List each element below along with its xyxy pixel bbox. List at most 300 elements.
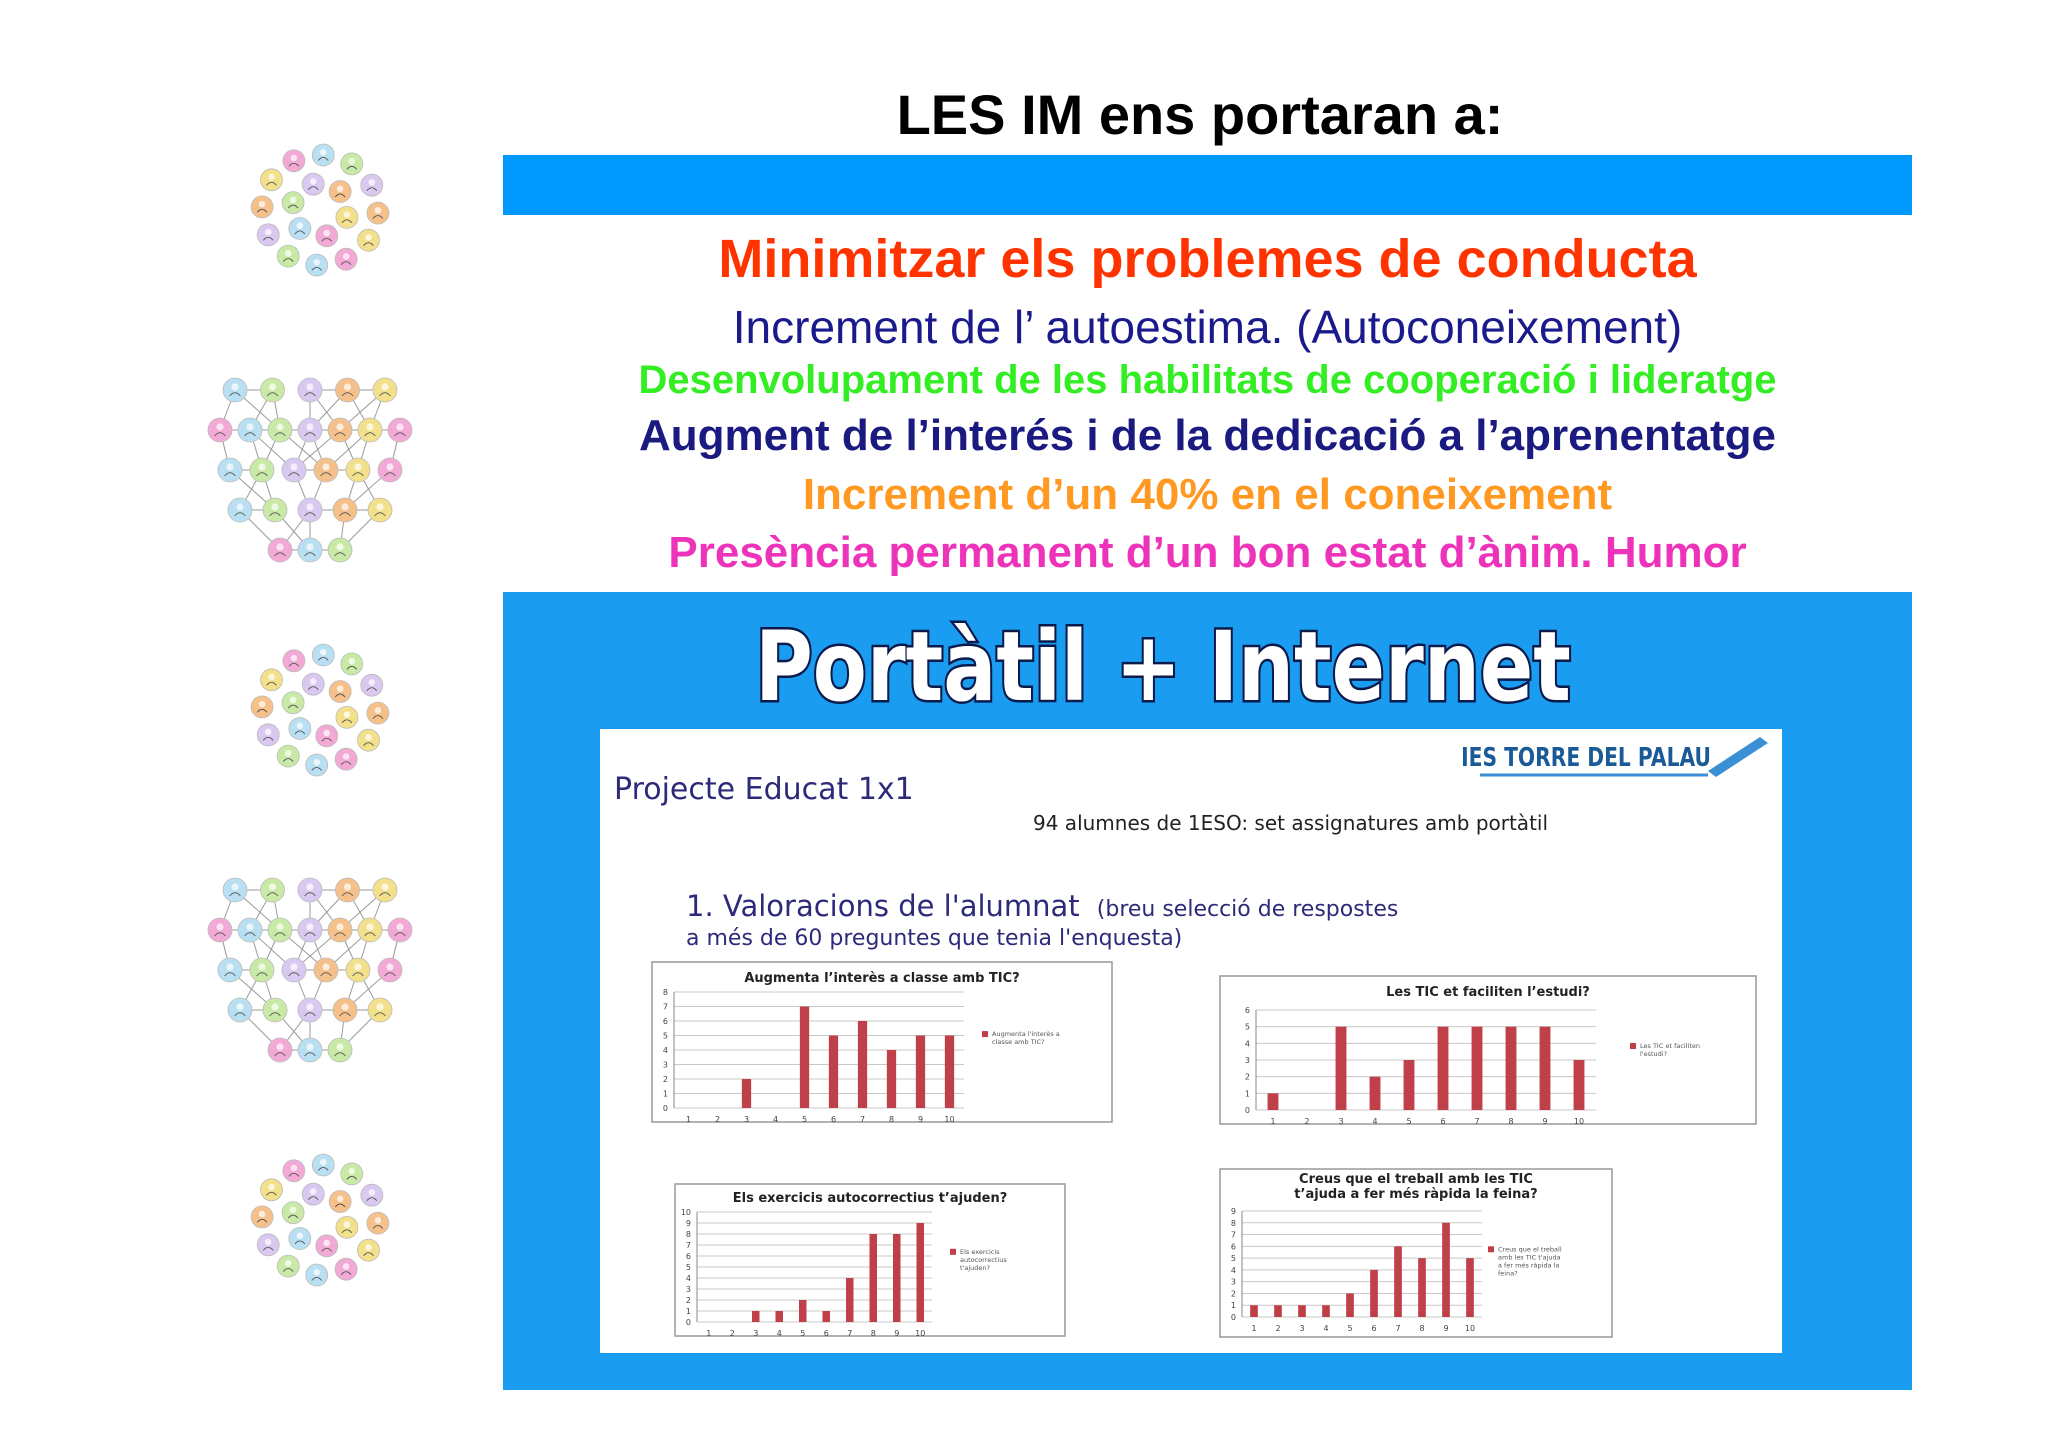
person-head-icon: [366, 423, 373, 430]
cluster-person: [316, 225, 338, 247]
person-head-icon: [306, 1003, 313, 1010]
chart-4-ytick-label: 6: [1230, 1242, 1236, 1252]
cluster-person: [358, 729, 380, 751]
network-person: [228, 998, 252, 1022]
person-head-icon: [336, 543, 343, 550]
pen-icon: [1708, 737, 1768, 777]
person-head-icon: [337, 685, 344, 692]
person-head-icon: [320, 649, 327, 656]
cluster-person: [283, 650, 305, 672]
cluster-person: [358, 1239, 380, 1261]
person-head-icon: [386, 463, 393, 470]
person-head-icon: [236, 1003, 243, 1010]
network-person: [328, 918, 352, 942]
network-person: [298, 1038, 322, 1062]
chart-4-legend-line: a fer més ràpida la: [1498, 1261, 1560, 1270]
network-person: [208, 918, 232, 942]
point-interes: Augment de l’interés i de la dedicació a l’aprenentatge: [639, 411, 1776, 460]
network-person: [208, 418, 232, 442]
person-head-icon: [348, 1168, 355, 1175]
cluster-person: [289, 1227, 311, 1249]
chart-4-ytick-label: 0: [1230, 1313, 1236, 1322]
person-head-icon: [216, 423, 223, 430]
network-person: [328, 1038, 352, 1062]
chart-2-ytick-label: 6: [1244, 1006, 1250, 1015]
person-head-icon: [344, 211, 351, 218]
chart-1-ytick-label: 4: [662, 1046, 668, 1055]
survey-screenshot-canvas: [600, 729, 1782, 1353]
person-head-icon: [348, 158, 355, 165]
person-head-icon: [323, 1240, 330, 1247]
cluster-person: [289, 217, 311, 239]
person-head-icon: [276, 1043, 283, 1050]
cluster-person: [312, 1154, 334, 1176]
network-person: [373, 878, 397, 902]
network-person: [228, 498, 252, 522]
cluster-person: [277, 245, 299, 267]
person-head-icon: [226, 463, 233, 470]
person-head-icon: [375, 207, 382, 214]
chart-1-legend-line: classe amb TIC?: [992, 1038, 1045, 1047]
network-person: [238, 918, 262, 942]
chart-2-bar: [1540, 1027, 1551, 1110]
cluster-person: [367, 1212, 389, 1234]
cluster-person: [329, 1191, 351, 1213]
person-head-icon: [285, 750, 292, 757]
person-head-icon: [271, 503, 278, 510]
chart-1-bar: [858, 1021, 867, 1108]
cluster-person: [316, 1235, 338, 1257]
chart-1-xtick-label: 2: [714, 1115, 721, 1124]
chart-1-ytick-label: 8: [662, 988, 668, 997]
chart-3-xtick-label: 3: [753, 1329, 759, 1338]
chart-3-title: Els exercicis autocorrectius t’ajuden?: [732, 1191, 1008, 1206]
cluster-person: [361, 674, 383, 696]
school-logo: [1461, 737, 1768, 777]
network-person: [261, 878, 285, 902]
network-person: [373, 378, 397, 402]
chart-1-xtick-label: 10: [944, 1115, 955, 1124]
person-head-icon: [276, 923, 283, 930]
person-head-icon: [341, 1003, 348, 1010]
cluster-person: [277, 745, 299, 767]
person-head-icon: [341, 503, 348, 510]
chart-3-xtick-label: 10: [915, 1329, 926, 1338]
person-head-icon: [297, 1232, 304, 1239]
chart-4-bar: [1274, 1305, 1282, 1317]
cluster-person: [282, 1202, 304, 1224]
person-head-icon: [258, 963, 265, 970]
chart-2-ytick-label: 3: [1244, 1056, 1250, 1065]
chart-2-ytick-label: 4: [1244, 1039, 1250, 1049]
person-head-icon: [354, 463, 361, 470]
chart-3-legend-line: autocorrectius: [960, 1255, 1007, 1264]
chart-4-xtick-label: 7: [1395, 1324, 1401, 1333]
chart-4-title-line-1: Creus que el treball amb les TIC: [1299, 1172, 1533, 1187]
cluster-person: [335, 248, 357, 270]
network-person: [238, 418, 262, 442]
chart-1-xtick-label: 4: [772, 1115, 779, 1124]
chart-2-bar: [1574, 1060, 1585, 1110]
cluster-person: [329, 181, 351, 203]
cluster-person: [335, 748, 357, 770]
person-head-icon: [265, 229, 272, 236]
person-head-icon: [231, 383, 238, 390]
chart-2-xtick-label: 7: [1474, 1117, 1480, 1126]
network-person: [263, 998, 287, 1022]
chart-4-title-line-2: t’ajuda a fer més ràpida la feina?: [1294, 1187, 1538, 1202]
chart-4-bar: [1250, 1305, 1258, 1317]
cluster-person: [358, 229, 380, 251]
person-head-icon: [368, 179, 375, 186]
chart-3-xtick-label: 6: [823, 1329, 829, 1338]
chart-4-bar: [1346, 1293, 1354, 1317]
network-person: [346, 958, 370, 982]
network-person: [250, 958, 274, 982]
person-head-icon: [381, 883, 388, 890]
chart-2-legend-line: l'estudi?: [1640, 1050, 1668, 1058]
chart-3-ytick-label: 2: [685, 1296, 691, 1305]
cluster-person: [251, 196, 273, 218]
chart-4-xtick-label: 4: [1323, 1324, 1329, 1333]
cluster-person: [260, 1179, 282, 1201]
decorative-network-illustrations: [150, 70, 450, 1390]
chart-4-bar: [1370, 1270, 1378, 1317]
person-head-icon: [344, 383, 351, 390]
network-person: [333, 998, 357, 1022]
person-head-icon: [320, 149, 327, 156]
person-head-icon: [310, 678, 317, 685]
network-person: [261, 378, 285, 402]
people-network-1: [208, 378, 412, 562]
cluster-person: [316, 725, 338, 747]
project-title: Projecte Educat 1x1: [614, 772, 914, 807]
person-head-icon: [386, 963, 393, 970]
person-head-icon: [376, 1003, 383, 1010]
chart-1-xtick-label: 7: [859, 1115, 866, 1124]
person-head-icon: [290, 197, 297, 204]
chart-1: [652, 962, 1112, 1124]
cluster-person: [306, 1264, 328, 1286]
person-head-icon: [226, 963, 233, 970]
chart-3-ytick-label: 8: [685, 1230, 691, 1239]
person-head-icon: [366, 923, 373, 930]
person-head-icon: [336, 423, 343, 430]
person-head-icon: [368, 679, 375, 686]
person-head-icon: [269, 883, 276, 890]
network-person: [282, 458, 306, 482]
person-head-icon: [290, 697, 297, 704]
chart-4-xtick-label: 5: [1347, 1324, 1353, 1333]
network-person: [378, 958, 402, 982]
chart-1-xtick-label: 9: [917, 1115, 924, 1124]
chart-2: [1220, 976, 1756, 1126]
people-cluster-2: [251, 644, 389, 776]
chart-1-ytick-label: 1: [662, 1089, 668, 1099]
chart-2-xtick-label: 9: [1542, 1117, 1548, 1126]
project-subtitle: 94 alumnes de 1ESO: set assignatures amb portàtil: [1033, 811, 1549, 835]
cluster-person: [277, 1255, 299, 1277]
person-head-icon: [365, 734, 372, 741]
person-head-icon: [344, 1221, 351, 1228]
cluster-person: [260, 169, 282, 191]
network-person: [333, 498, 357, 522]
network-person: [298, 998, 322, 1022]
survey-charts: [652, 962, 1756, 1338]
network-person: [268, 1038, 292, 1062]
chart-4-legend-line: Creus que el treball: [1498, 1245, 1562, 1254]
chart-2-ytick-label: 5: [1244, 1022, 1250, 1032]
network-person: [336, 878, 360, 902]
person-head-icon: [375, 1217, 382, 1224]
chart-4-ytick-label: 2: [1230, 1289, 1236, 1299]
point-coneixement: Increment d’un 40% en el coneixement: [802, 470, 1613, 519]
chart-2-title: Les TIC et faciliten l’estudi?: [1386, 985, 1590, 1000]
chart-1-ytick-label: 5: [662, 1031, 668, 1041]
person-head-icon: [322, 463, 329, 470]
person-head-icon: [365, 234, 372, 241]
cluster-person: [289, 717, 311, 739]
cluster-person: [257, 724, 279, 746]
chart-3-ytick-label: 6: [685, 1252, 691, 1261]
cluster-person: [367, 202, 389, 224]
person-head-icon: [285, 250, 292, 257]
chart-4-ytick-label: 4: [1230, 1265, 1236, 1275]
person-head-icon: [306, 423, 313, 430]
cluster-person: [312, 144, 334, 166]
chart-2-xtick-label: 1: [1270, 1117, 1276, 1126]
person-head-icon: [343, 1263, 350, 1270]
cluster-person: [282, 692, 304, 714]
chart-1-xtick-label: 8: [888, 1115, 895, 1124]
person-head-icon: [268, 1184, 275, 1191]
person-head-icon: [310, 1188, 317, 1195]
chart-1-bar: [945, 1036, 954, 1109]
cluster-person: [335, 1258, 357, 1280]
person-head-icon: [271, 1003, 278, 1010]
chart-4-bar: [1298, 1305, 1306, 1317]
network-person: [388, 918, 412, 942]
chart-2-xtick-label: 4: [1372, 1117, 1378, 1126]
chart-4-ytick-label: 8: [1230, 1218, 1236, 1228]
person-head-icon: [291, 655, 298, 662]
chart-3-xtick-label: 2: [729, 1329, 735, 1338]
person-head-icon: [376, 503, 383, 510]
point-minimitzar: Minimitzar els problemes de conducta: [718, 229, 1697, 289]
chart-2-bar: [1268, 1093, 1279, 1110]
chart-3-ytick-label: 10: [680, 1208, 691, 1217]
chart-1-xtick-label: 3: [743, 1115, 750, 1124]
section-heading: [686, 889, 1398, 923]
person-head-icon: [276, 543, 283, 550]
person-head-icon: [313, 1269, 320, 1276]
network-person: [268, 538, 292, 562]
chart-4-bar: [1394, 1246, 1402, 1317]
person-head-icon: [348, 658, 355, 665]
embedded-survey-screenshot: [600, 729, 1782, 1353]
network-person: [336, 378, 360, 402]
person-head-icon: [336, 923, 343, 930]
cluster-person: [251, 696, 273, 718]
person-head-icon: [365, 1244, 372, 1251]
chart-2-xtick-label: 3: [1338, 1117, 1344, 1126]
cluster-person: [361, 174, 383, 196]
person-head-icon: [285, 1260, 292, 1267]
chart-1-legend-line: Augmenta l'interès a: [992, 1030, 1060, 1039]
chart-3-bar: [775, 1311, 783, 1322]
chart-4-xtick-label: 2: [1275, 1324, 1281, 1333]
chart-3-bar: [822, 1311, 830, 1322]
chart-3-ytick-label: 3: [685, 1285, 691, 1294]
person-head-icon: [291, 1165, 298, 1172]
panel-title-graphic: [503, 592, 1912, 740]
chart-4-ytick-label: 7: [1230, 1230, 1236, 1240]
person-head-icon: [306, 883, 313, 890]
person-head-icon: [344, 883, 351, 890]
person-head-icon: [396, 923, 403, 930]
chart-4: [1220, 1169, 1612, 1337]
chart-4-ytick-label: 9: [1230, 1207, 1236, 1216]
chart-1-ytick-label: 0: [662, 1104, 668, 1113]
section-note-2: a més de 60 preguntes que tenia l'enquesta): [686, 926, 1183, 951]
point-humor: Presència permanent d’un bon estat d’ànim. Humor: [668, 528, 1747, 577]
chart-1-ytick-label: 6: [662, 1017, 668, 1026]
chart-1-xtick-label: 6: [830, 1115, 837, 1124]
chart-1-bar: [800, 1007, 809, 1109]
logo-text: IES TORRE DEL PALAU: [1461, 742, 1711, 773]
person-head-icon: [343, 753, 350, 760]
person-head-icon: [337, 185, 344, 192]
network-person: [263, 498, 287, 522]
network-person: [250, 458, 274, 482]
chart-3-xtick-label: 5: [800, 1329, 806, 1338]
person-head-icon: [306, 543, 313, 550]
chart-1-ytick-label: 2: [662, 1075, 668, 1084]
section-note-1: (breu selecció de respostes: [1096, 897, 1399, 922]
chart-1-legend-swatch: [982, 1031, 988, 1037]
chart-2-xtick-label: 5: [1406, 1117, 1412, 1126]
chart-2-bar: [1438, 1027, 1449, 1110]
person-head-icon: [306, 503, 313, 510]
cluster-person: [283, 1160, 305, 1182]
person-head-icon: [306, 1043, 313, 1050]
network-person: [314, 458, 338, 482]
chart-4-xtick-label: 10: [1464, 1324, 1476, 1333]
cluster-person: [341, 1163, 363, 1185]
chart-4-legend-swatch: [1488, 1246, 1494, 1252]
chart-4-xtick-label: 1: [1251, 1324, 1257, 1333]
chart-3-ytick-label: 1: [685, 1307, 691, 1316]
chart-4-legend-line: amb les TIC t'ajuda: [1498, 1253, 1561, 1262]
person-head-icon: [259, 1211, 266, 1218]
network-person: [298, 538, 322, 562]
person-head-icon: [265, 1239, 272, 1246]
chart-4-bar: [1322, 1305, 1330, 1317]
chart-1-ytick-label: 3: [662, 1060, 668, 1070]
slide-title: LES IM ens portaran a:: [896, 83, 1504, 146]
cluster-person: [282, 192, 304, 214]
person-head-icon: [259, 201, 266, 208]
chart-3-legend-line: t'ajuden?: [960, 1263, 990, 1272]
cluster-person: [329, 681, 351, 703]
cluster-person: [257, 224, 279, 246]
cluster-person: [306, 254, 328, 276]
chart-3-xtick-label: 8: [870, 1329, 876, 1338]
person-head-icon: [323, 730, 330, 737]
network-person: [298, 878, 322, 902]
person-head-icon: [336, 1043, 343, 1050]
person-head-icon: [323, 230, 330, 237]
chart-2-legend-swatch: [1630, 1043, 1636, 1049]
person-head-icon: [375, 707, 382, 714]
chart-2-bar: [1370, 1077, 1381, 1110]
cluster-person: [341, 653, 363, 675]
chart-2-bar: [1404, 1060, 1415, 1110]
person-head-icon: [258, 463, 265, 470]
cluster-person: [341, 153, 363, 175]
person-head-icon: [322, 963, 329, 970]
top-blue-band: [503, 155, 1912, 215]
network-person: [314, 958, 338, 982]
chart-3-bar: [799, 1300, 807, 1322]
people-network-2: [208, 878, 412, 1062]
chart-2-ytick-label: 1: [1244, 1089, 1250, 1099]
person-head-icon: [265, 729, 272, 736]
network-person: [223, 378, 247, 402]
chart-2-ytick-label: 2: [1244, 1072, 1250, 1082]
blue-panel: [503, 592, 1912, 1390]
cluster-person: [336, 706, 358, 728]
person-head-icon: [246, 923, 253, 930]
person-head-icon: [381, 383, 388, 390]
chart-1-bar: [742, 1079, 751, 1108]
chart-3-xtick-label: 1: [706, 1329, 712, 1338]
chart-4-ytick-label: 3: [1230, 1277, 1236, 1287]
cluster-person: [302, 1183, 324, 1205]
person-head-icon: [320, 1159, 327, 1166]
network-person: [268, 418, 292, 442]
chart-3-xtick-label: 4: [776, 1329, 782, 1338]
chart-2-bar: [1506, 1027, 1517, 1110]
chart-2-xtick-label: 6: [1440, 1117, 1446, 1126]
chart-4-xtick-label: 3: [1299, 1324, 1305, 1333]
chart-2-xtick-label: 8: [1508, 1117, 1514, 1126]
panel-title: Portàtil + Internet: [755, 611, 1571, 723]
cluster-person: [336, 1216, 358, 1238]
chart-3-ytick-label: 4: [685, 1274, 691, 1283]
chart-4-bar: [1442, 1223, 1450, 1317]
person-head-icon: [368, 1189, 375, 1196]
cluster-person: [367, 702, 389, 724]
network-person: [378, 458, 402, 482]
chart-2-ytick-label: 0: [1244, 1106, 1250, 1115]
chart-4-bar: [1466, 1258, 1474, 1317]
cluster-person: [312, 644, 334, 666]
network-person: [268, 918, 292, 942]
person-head-icon: [259, 701, 266, 708]
people-cluster-3: [251, 1154, 389, 1286]
chart-2-xtick-label: 2: [1304, 1117, 1310, 1126]
person-head-icon: [290, 1207, 297, 1214]
person-head-icon: [276, 423, 283, 430]
network-person: [218, 458, 242, 482]
network-person: [358, 418, 382, 442]
network-person: [298, 498, 322, 522]
cluster-person: [361, 1184, 383, 1206]
cluster-person: [257, 1234, 279, 1256]
chart-4-ytick-label: 1: [1230, 1301, 1236, 1311]
person-head-icon: [290, 963, 297, 970]
